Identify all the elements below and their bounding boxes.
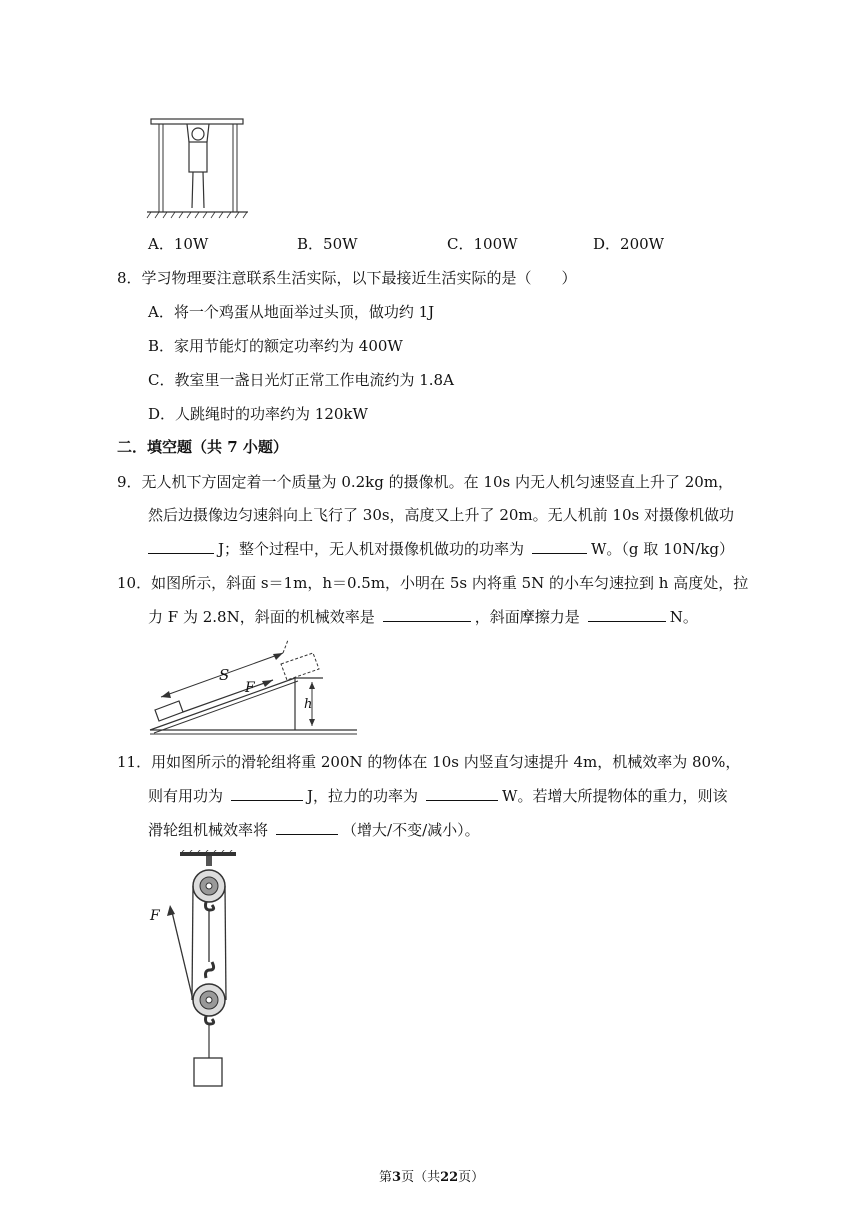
page-footer [379,1168,484,1188]
q9-blank-1[interactable] [148,539,214,554]
q11-blank-3[interactable] [276,820,338,835]
incline-figure [145,640,365,740]
q11-line2 [148,786,727,806]
q11-line1: 11．用如图所示的滑轮组将重 200N 的物体在 10s 内竖直匀速提升 4m，机械效率为 80%， [117,753,741,771]
q8-option-a: A．将一个鸡蛋从地面举过头顶，做功约 1J [148,303,435,321]
q9-line3 [148,539,734,559]
q10-blank-2[interactable] [588,607,666,622]
footer-mid: 页（共 [401,1170,441,1185]
footer-total-pages: 22 [440,1170,459,1185]
incline-label-h: h [304,697,313,712]
incline-label-s: S [219,666,230,684]
q11-line3a: 滑轮组机械效率将 [148,821,269,839]
q9-blank-2[interactable] [532,539,587,554]
incline-label-f: F [245,680,255,696]
q9-line3b: W。（g 取 10N/kg） [591,540,735,558]
q10-line2c: N。 [669,608,698,626]
footer-pre: 第 [379,1170,393,1185]
q9-line3a: J；整个过程中，无人机对摄像机做功的功率为 [218,540,525,558]
q11-blank-1[interactable] [231,786,303,801]
q10-line1: 10．如图所示，斜面 s＝1m，h＝0.5m，小明在 5s 内将重 5N 的小车匀速拉到 h 高度处，拉 [117,574,749,592]
q10-line2b: ，斜面摩擦力是 [474,608,580,626]
q8-option-d: D．人跳绳时的功率约为 120kW [148,405,368,423]
q10-blank-1[interactable] [383,607,471,622]
q9-line2: 然后边摄像边匀速斜向上飞行了 30s，高度又上升了 20m。无人机前 10s 对摄像机做功 [148,506,734,524]
q11-line3b: （增大/不变/减小）。 [342,821,480,839]
q9-line1: 9．无人机下方固定着一个质量为 0.2kg 的摄像机。在 10s 内无人机匀速竖直上升了 20m， [117,473,734,491]
q11-line2b: J，拉力的功率为 [307,787,419,805]
q11-blank-2[interactable] [426,786,498,801]
q11-line3 [148,820,480,840]
q8-option-b: B．家用节能灯的额定功率约为 400W [148,337,403,355]
pulley-label-f: F [150,908,160,924]
footer-page-number: 3 [392,1170,402,1185]
section-title: 二．填空题（共 7 小题） [117,438,288,456]
footer-post: 页） [458,1170,485,1185]
q10-line2 [148,607,698,627]
q7-option-b: B．50W [297,235,358,253]
pullup-figure [145,112,250,224]
q7-option-d: D．200W [593,235,665,253]
q10-line2a: 力 F 为 2.8N，斜面的机械效率是 [148,608,375,626]
q8-option-c: C．教室里一盏日光灯正常工作电流约为 1.8A [148,371,454,389]
q11-line2c: W。若增大所提物体的重力，则该 [502,787,728,805]
q7-option-a: A．10W [148,235,209,253]
q8-stem: 8．学习物理要注意联系生活实际，以下最接近生活实际的是（ ） [117,269,577,287]
q11-line2a: 则有用功为 [148,787,224,805]
pulley-figure [140,850,260,1090]
q7-option-c: C．100W [447,235,518,253]
